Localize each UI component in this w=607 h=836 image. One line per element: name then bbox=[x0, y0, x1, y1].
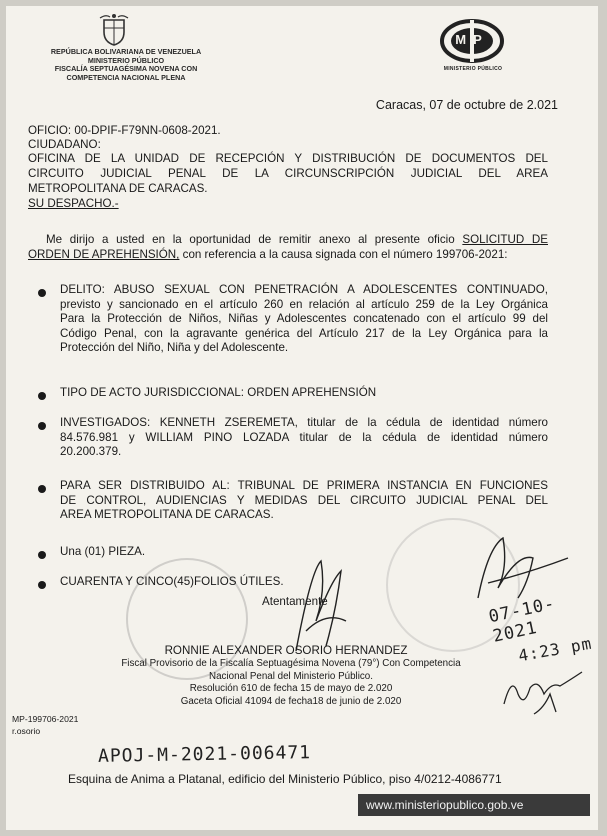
handwritten-date: 07-10-2021 bbox=[487, 593, 558, 647]
case-reference: MP-199706-2021 bbox=[12, 714, 79, 724]
pieza-item: Una (01) PIEZA. bbox=[60, 545, 146, 558]
su-despacho: SU DESPACHO.- bbox=[28, 197, 119, 210]
coat-of-arms-icon bbox=[96, 12, 132, 48]
signatory-block bbox=[76, 658, 506, 708]
signatory-line: Resolución 610 de fecha 15 de mayo de 2.020 bbox=[189, 683, 393, 695]
header-line: FISCALÍA SEPTUAGÉSIMA NOVENA CON bbox=[54, 64, 198, 74]
bullet-icon bbox=[38, 392, 46, 400]
oficio-number: OFICIO: 00-DPIF-F79NN-0608-2021. bbox=[28, 124, 221, 137]
intro-underlined: SOLICITUD DE bbox=[462, 233, 548, 246]
folios-item: CUARENTA Y CINCO(45)FOLIOS ÚTILES. bbox=[60, 575, 284, 588]
signatory-line: Fiscal Provisorio de la Fiscalía Septuagésima Novena (79°) Con Competencia bbox=[121, 658, 461, 669]
author-initials: r.osorio bbox=[12, 726, 41, 736]
intro-text: con referencia a la causa signada con el número 199706-2021: bbox=[182, 248, 508, 261]
document-date: Caracas, 07 de octubre de 2.021 bbox=[375, 98, 558, 112]
distribuido-line: AREA METROPOLITANA DE CARACAS. bbox=[60, 508, 274, 522]
institution-header bbox=[26, 48, 226, 82]
distribuido-item bbox=[60, 479, 548, 523]
document-page bbox=[6, 6, 598, 830]
logo-text: MP bbox=[455, 32, 489, 47]
handwritten-code: APOJ-M-2021-006471 bbox=[97, 742, 312, 767]
website-link[interactable]: www.ministeriopublico.gob.ve bbox=[366, 798, 524, 812]
logo-caption: MINISTERIO PÚBLICO bbox=[443, 66, 503, 72]
recipient-line: METROPOLITANA DE CARACAS. bbox=[28, 182, 208, 195]
intro-line-2 bbox=[28, 248, 508, 263]
header-line: COMPETENCIA NACIONAL PLENA bbox=[66, 72, 186, 82]
delito-line: previsto y sancionado en el artículo 260 en relación al artículo 259 de la Ley Orgánica bbox=[60, 297, 548, 311]
delito-item bbox=[60, 283, 548, 356]
bullet-icon bbox=[38, 581, 46, 589]
investigados-item bbox=[60, 416, 548, 460]
delito-line: DELITO: ABUSO SEXUAL CON PENETRACIÓN A ADOLESCENTES CONTINUADO, bbox=[60, 283, 548, 296]
footer-address: Esquina de Anima a Platanal, edificio del Ministerio Público, piso 4/0212-4086771 bbox=[68, 772, 502, 786]
footer-bar bbox=[358, 794, 590, 816]
handwritten-time: 4:23 pm bbox=[516, 633, 594, 666]
recipient-line: CIRCUITO JUDICIAL PENAL DE LA CIRCUNSCRIPCIÓN JUDICIAL DEL AREA bbox=[28, 167, 548, 180]
signatory-name: RONNIE ALEXANDER OSORIO HERNANDEZ bbox=[164, 644, 408, 657]
investigados-line: INVESTIGADOS: KENNETH ZSEREMETA, titular de la cédula de identidad número bbox=[60, 416, 548, 429]
signatory-line: Nacional Penal del Ministerio Público. bbox=[209, 670, 373, 682]
header-line: REPÚBLICA BOLIVARIANA DE VENEZUELA bbox=[50, 47, 202, 56]
intro-underlined: ORDEN DE APREHENSIÓN, bbox=[28, 248, 180, 261]
salutation: CIUDADANO: bbox=[28, 138, 101, 151]
recipient-line: OFICINA DE LA UNIDAD DE RECEPCIÓN Y DISTRIBUCIÓN DE DOCUMENTOS DEL bbox=[28, 152, 548, 165]
investigados-line: 20.200.379. bbox=[60, 445, 122, 459]
handwritten-initials bbox=[500, 664, 586, 718]
ministerio-publico-logo bbox=[436, 18, 508, 64]
delito-line: Para la Protección de Niños, Niñas y Adolescentes concatenado con el artículo 99 del bbox=[60, 312, 548, 326]
intro-text: Me dirijo a usted en la oportunidad de remitir anexo al presente oficio bbox=[46, 233, 455, 246]
intro-line-1 bbox=[46, 233, 548, 248]
distribuido-line: PARA SER DISTRIBUIDO AL: TRIBUNAL DE PRIMERA INSTANCIA EN FUNCIONES bbox=[60, 479, 548, 492]
distribuido-line: DE CONTROL, AUDIENCIAS Y MEDIDAS DEL CIRCUITO JUDICIAL PENAL DEL bbox=[60, 493, 548, 507]
bullet-icon bbox=[38, 422, 46, 430]
bullet-icon bbox=[38, 551, 46, 559]
header-line: MINISTERIO PÚBLICO bbox=[87, 55, 165, 65]
bullet-icon bbox=[38, 485, 46, 493]
closing: Atentamente bbox=[262, 595, 328, 608]
tipo-acto: TIPO DE ACTO JURISDICCIONAL: ORDEN APREHENSIÓN bbox=[60, 386, 377, 399]
delito-line: Código Penal, con la agravante genérica del Artículo 217 de la Ley Orgánica para la bbox=[60, 326, 548, 340]
delito-line: Protección del Niño, Niña y del Adolescente. bbox=[60, 341, 289, 355]
signatory-line: Gaceta Oficial 41094 de fecha18 de junio de 2.020 bbox=[180, 695, 402, 707]
bullet-icon bbox=[38, 289, 46, 297]
investigados-line: 84.576.981 y WILLIAM PINO LOZADA titular de la cédula de identidad número bbox=[60, 430, 548, 444]
